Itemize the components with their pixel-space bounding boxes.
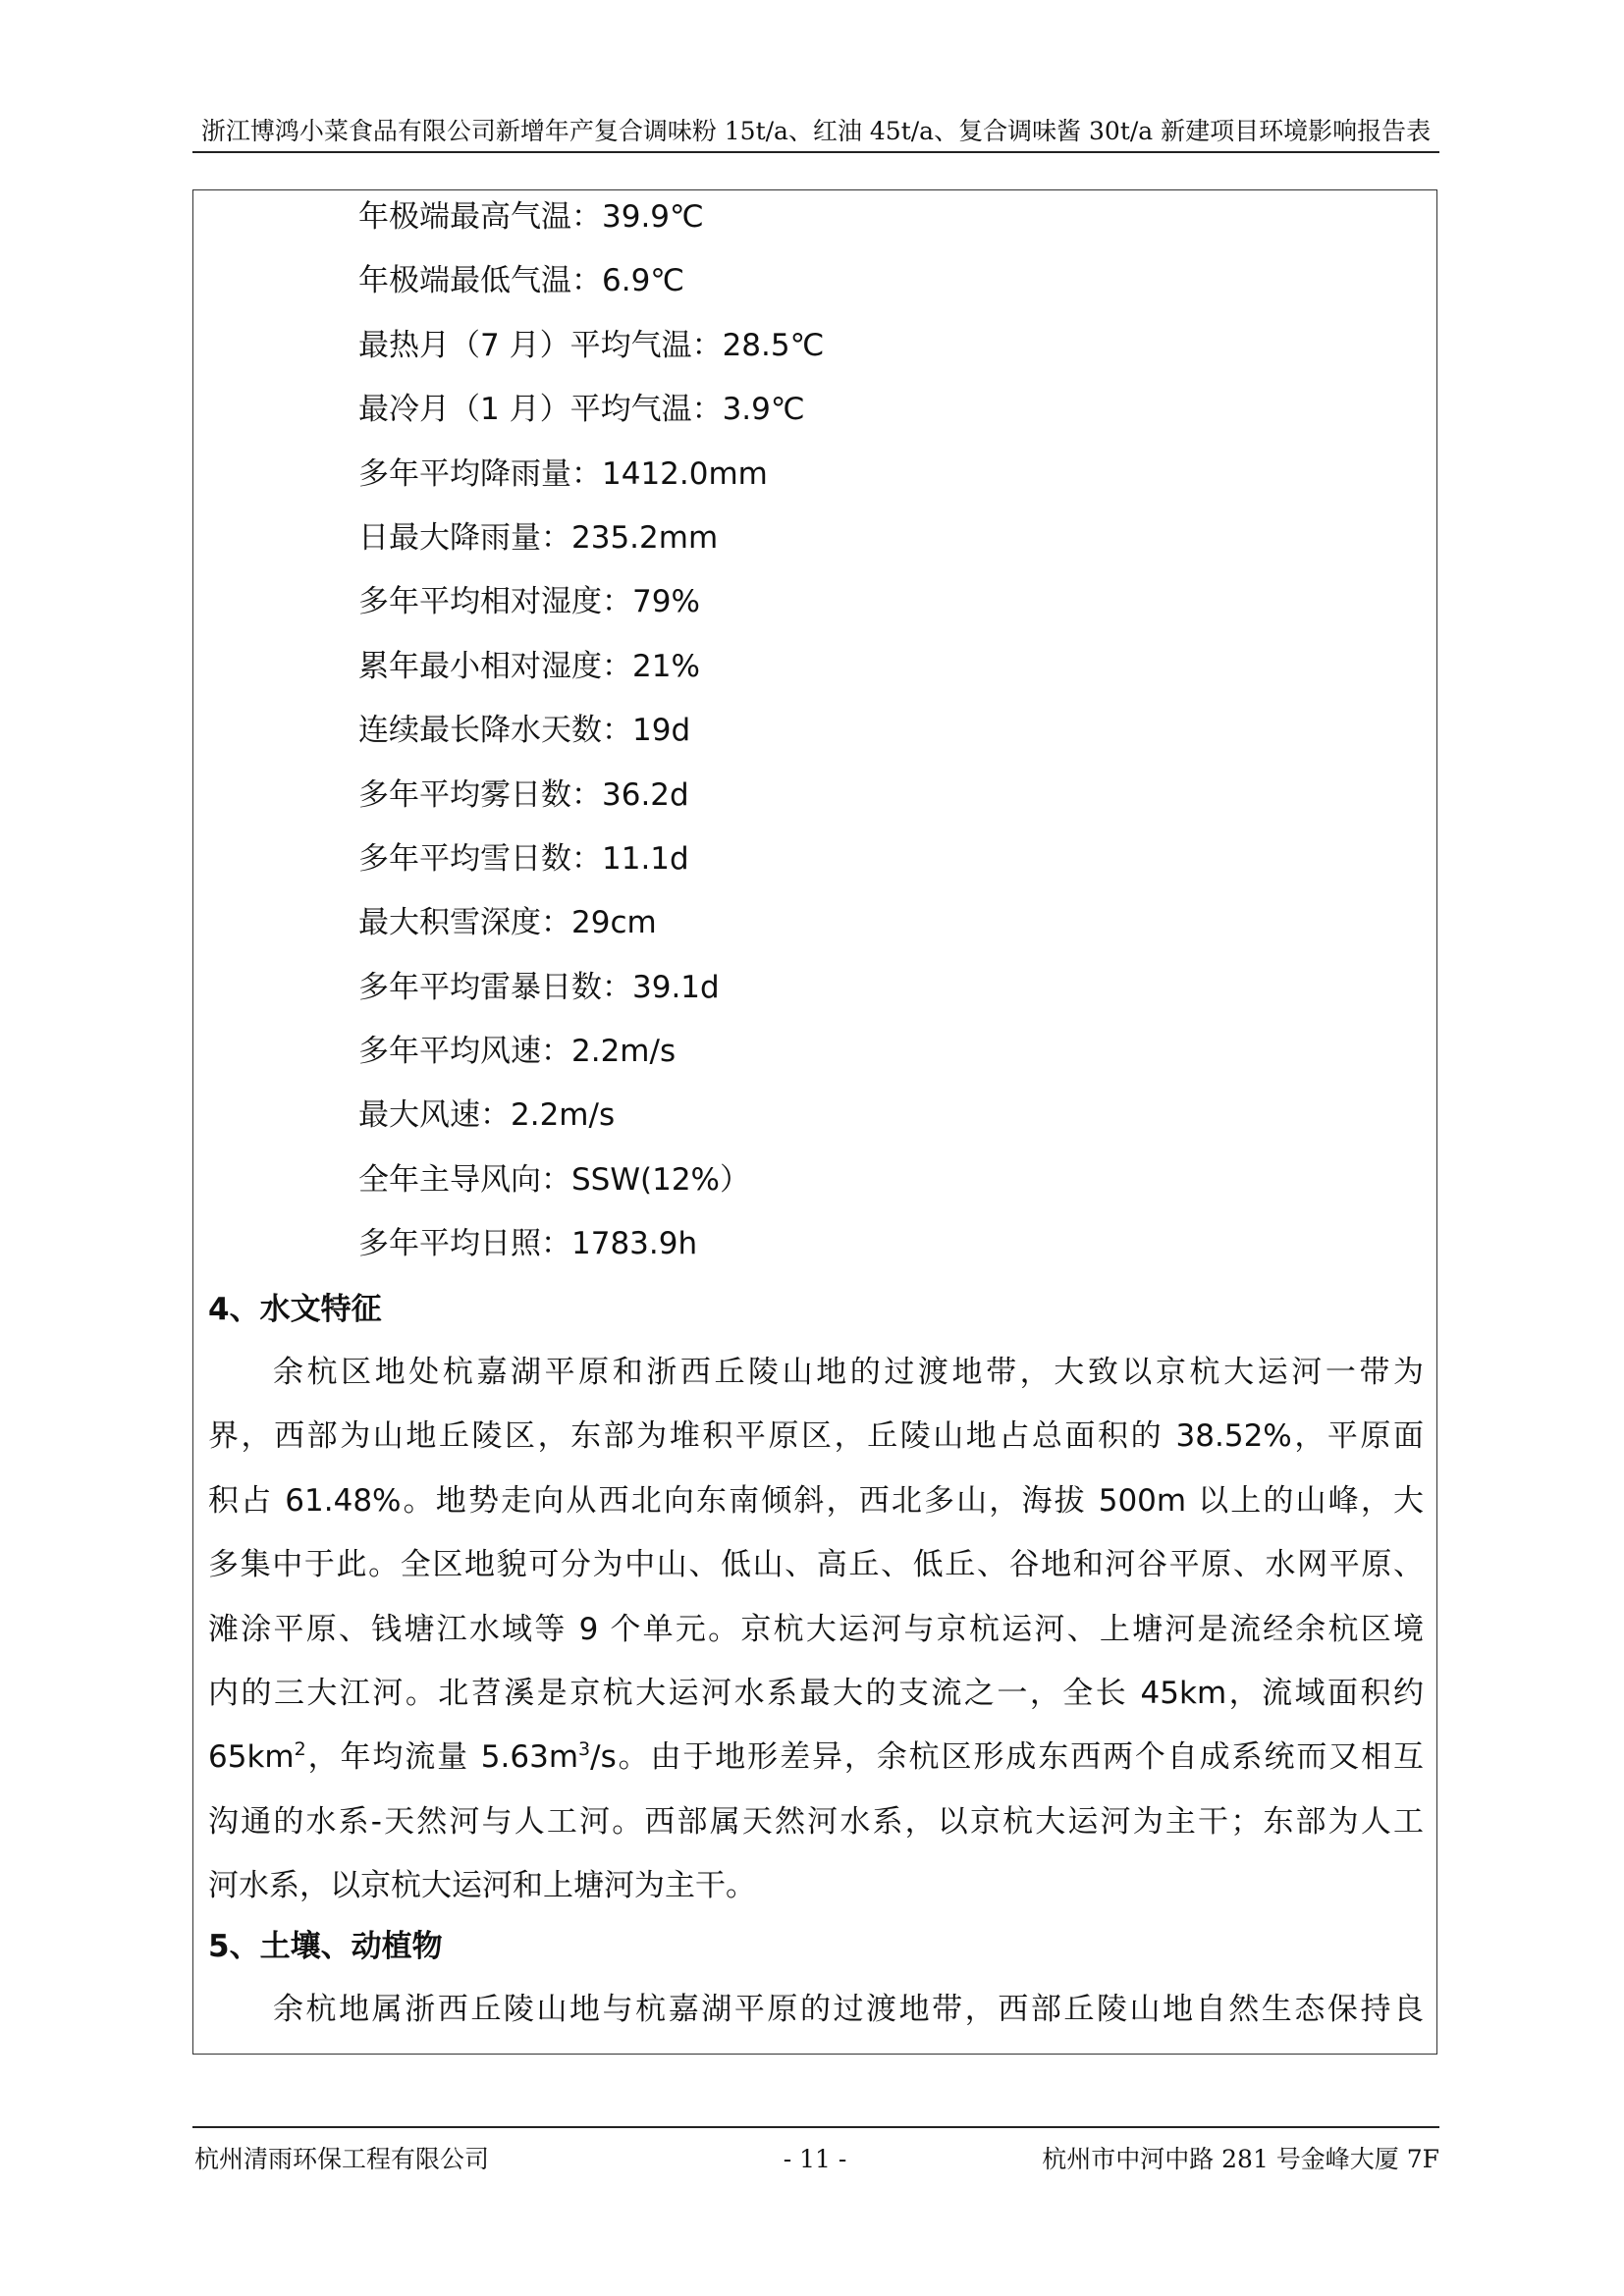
soil-paragraph	[208, 1978, 1424, 2042]
climate-item-sunshine: 多年平均日照：1783.9h	[358, 1226, 698, 1262]
paragraph-line: 内的三大江河。北苕溪是京杭大运河水系最大的支流之一，全长 45km，流域面积约	[208, 1676, 1424, 1712]
footer-company: 杭州清雨环保工程有限公司	[194, 2145, 490, 2173]
header-divider	[192, 151, 1439, 153]
paragraph-line-with-units	[208, 1726, 1424, 1789]
climate-item-min-humidity: 累年最小相对湿度：21%	[358, 648, 700, 684]
climate-item-max-temp: 年极端最高气温：39.9℃	[358, 199, 704, 235]
climate-item-wind-direction: 全年主导风向：SSW(12%）	[358, 1161, 751, 1198]
paragraph-line: 界，西部为山地丘陵区，东部为堆积平原区，丘陵山地占总面积的 38.52%，平原面	[208, 1418, 1424, 1455]
footer-address: 杭州市中河中路 281 号金峰大厦 7F	[1042, 2145, 1439, 2173]
climate-item-annual-rainfall: 多年平均降雨量：1412.0mm	[358, 455, 768, 492]
paragraph-line: 滩涂平原、钱塘江水域等 9 个单元。京杭大运河与京杭运河、上塘河是流经余杭区境	[208, 1611, 1424, 1647]
climate-item-min-temp: 年极端最低气温：6.9℃	[358, 263, 685, 299]
climate-item-thunder-days: 多年平均雷暴日数：39.1d	[358, 969, 720, 1005]
document-header-title: 浙江博鸿小菜食品有限公司新增年产复合调味粉 15t/a、红油 45t/a、复合调味酱 30t/a 新建项目环境影响报告表	[200, 117, 1432, 145]
climate-item-avg-wind: 多年平均风速：2.2m/s	[358, 1034, 677, 1070]
area-value: 65km	[208, 1739, 295, 1776]
section-title-hydrology: 4、水文特征	[208, 1292, 382, 1327]
paragraph-line: 沟通的水系-天然河与人工河。西部属天然河水系，以京杭大运河为主干；东部为人工	[208, 1803, 1424, 1840]
climate-item-max-daily-rainfall: 日最大降雨量：235.2mm	[358, 519, 719, 556]
paragraph-line: 河水系，以京杭大运河和上塘河为主干。	[208, 1868, 756, 1904]
page-number: - 11 -	[783, 2145, 847, 2173]
hydrology-paragraph	[208, 1341, 1424, 1919]
area-exponent: 2	[294, 1738, 306, 1761]
paragraph-line: 积占 61.48%。地势走向从西北向东南倾斜，西北多山，海拔 500m 以上的山峰，大	[208, 1482, 1424, 1519]
flow-exponent: 3	[578, 1738, 591, 1761]
climate-item-snow-days: 多年平均雪日数：11.1d	[358, 840, 689, 877]
paragraph-line: 多集中于此。全区地貌可分为中山、低山、高丘、低丘、谷地和河谷平原、水网平原、	[208, 1547, 1424, 1583]
section-title-soil: 5、土壤、动植物	[208, 1929, 443, 1964]
climate-item-snow-depth: 最大积雪深度：29cm	[358, 905, 657, 941]
climate-parameter-list	[358, 196, 824, 1288]
climate-item-avg-humidity: 多年平均相对湿度：79%	[358, 584, 700, 620]
climate-item-coldest-month: 最冷月（1 月）平均气温：3.9℃	[358, 392, 805, 428]
climate-item-fog-days: 多年平均雾日数：36.2d	[358, 776, 689, 813]
climate-item-rain-days: 连续最长降水天数：19d	[358, 713, 691, 749]
climate-item-max-wind: 最大风速：2.2m/s	[358, 1097, 616, 1134]
paragraph-line: 余杭地属浙西丘陵山地与杭嘉湖平原的过渡地带，西部丘陵山地自然生态保持良	[273, 1992, 1424, 2027]
climate-item-hottest-month: 最热月（7 月）平均气温：28.5℃	[358, 327, 825, 363]
footer-divider	[192, 2126, 1439, 2128]
paragraph-line: 余杭区地处杭嘉湖平原和浙西丘陵山地的过渡地带，大致以京杭大运河一带为	[273, 1355, 1424, 1390]
flow-text: ，年均流量 5.63m	[305, 1739, 579, 1776]
flow-text-tail: /s。由于地形差异，余杭区形成东西两个自成系统而又相互	[590, 1739, 1425, 1776]
